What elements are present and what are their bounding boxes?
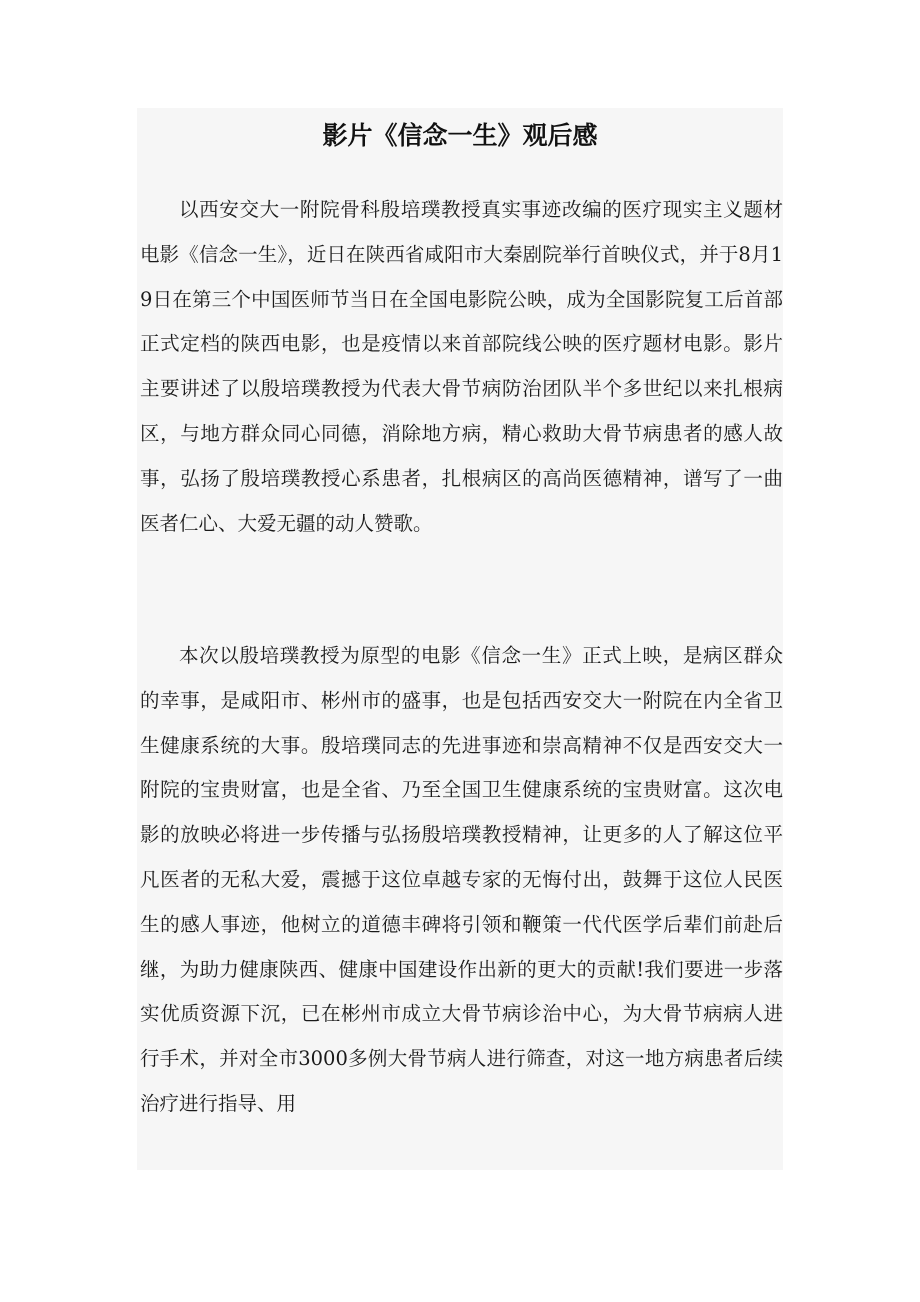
paragraph-2: 本次以殷培璞教授为原型的电影《信念一生》正式上映，是病区群众的幸事，是咸阳市、彬州市的盛事，也是包括西安交大一附院在内全省卫生健康系统的大事。殷培璞同志的先进事迹和崇高精神不仅是西安交大一附院的宝贵财富，也是全省、乃至全国卫生健康系统的宝贵财富。这次电影的放映必将进一步传播与弘扬殷培璞教授精神，让更多的人了解这位平凡医者的无私大爱，震撼于这位卓越专家的无悔付出，鼓舞于这位人民医生的感人事迹，他树立的道德丰碑将引领和鞭策一代代医学后辈们前赴后继，为助力健康陕西、健康中国建设作出新的更大的贡献!我们要进一步落实优质资源下沉，已在彬州市成立大骨节病诊治中心，为大骨节病病人进行手术，并对全市3000多例大骨节病人进行筛查，对这一地方病患者后续治疗进行指导、用 bbox=[140, 644, 783, 1115]
document-title: 影片《信念一生》观后感 bbox=[322, 121, 598, 150]
paragraph-1: 以西安交大一附院骨科殷培璞教授真实事迹改编的医疗现实主义题材电影《信念一生》，近日在陕西省咸阳市大秦剧院举行首映仪式，并于8月19日在第三个中国医师节当日在全国电影院公映，成为全国影院复工后首部正式定档的陕西电影，也是疫情以来首部院线公映的医疗题材电影。影片主要讲述了以殷培璞教授为代表大骨节病防治团队半个多世纪以来扎根病区，与地方群众同心同德，消除地方病，精心救助大骨节病患者的感人故事，弘扬了殷培璞教授心系患者，扎根病区的高尚医德精神，谱写了一曲医者仁心、大爱无疆的动人赞歌。 bbox=[140, 198, 783, 535]
